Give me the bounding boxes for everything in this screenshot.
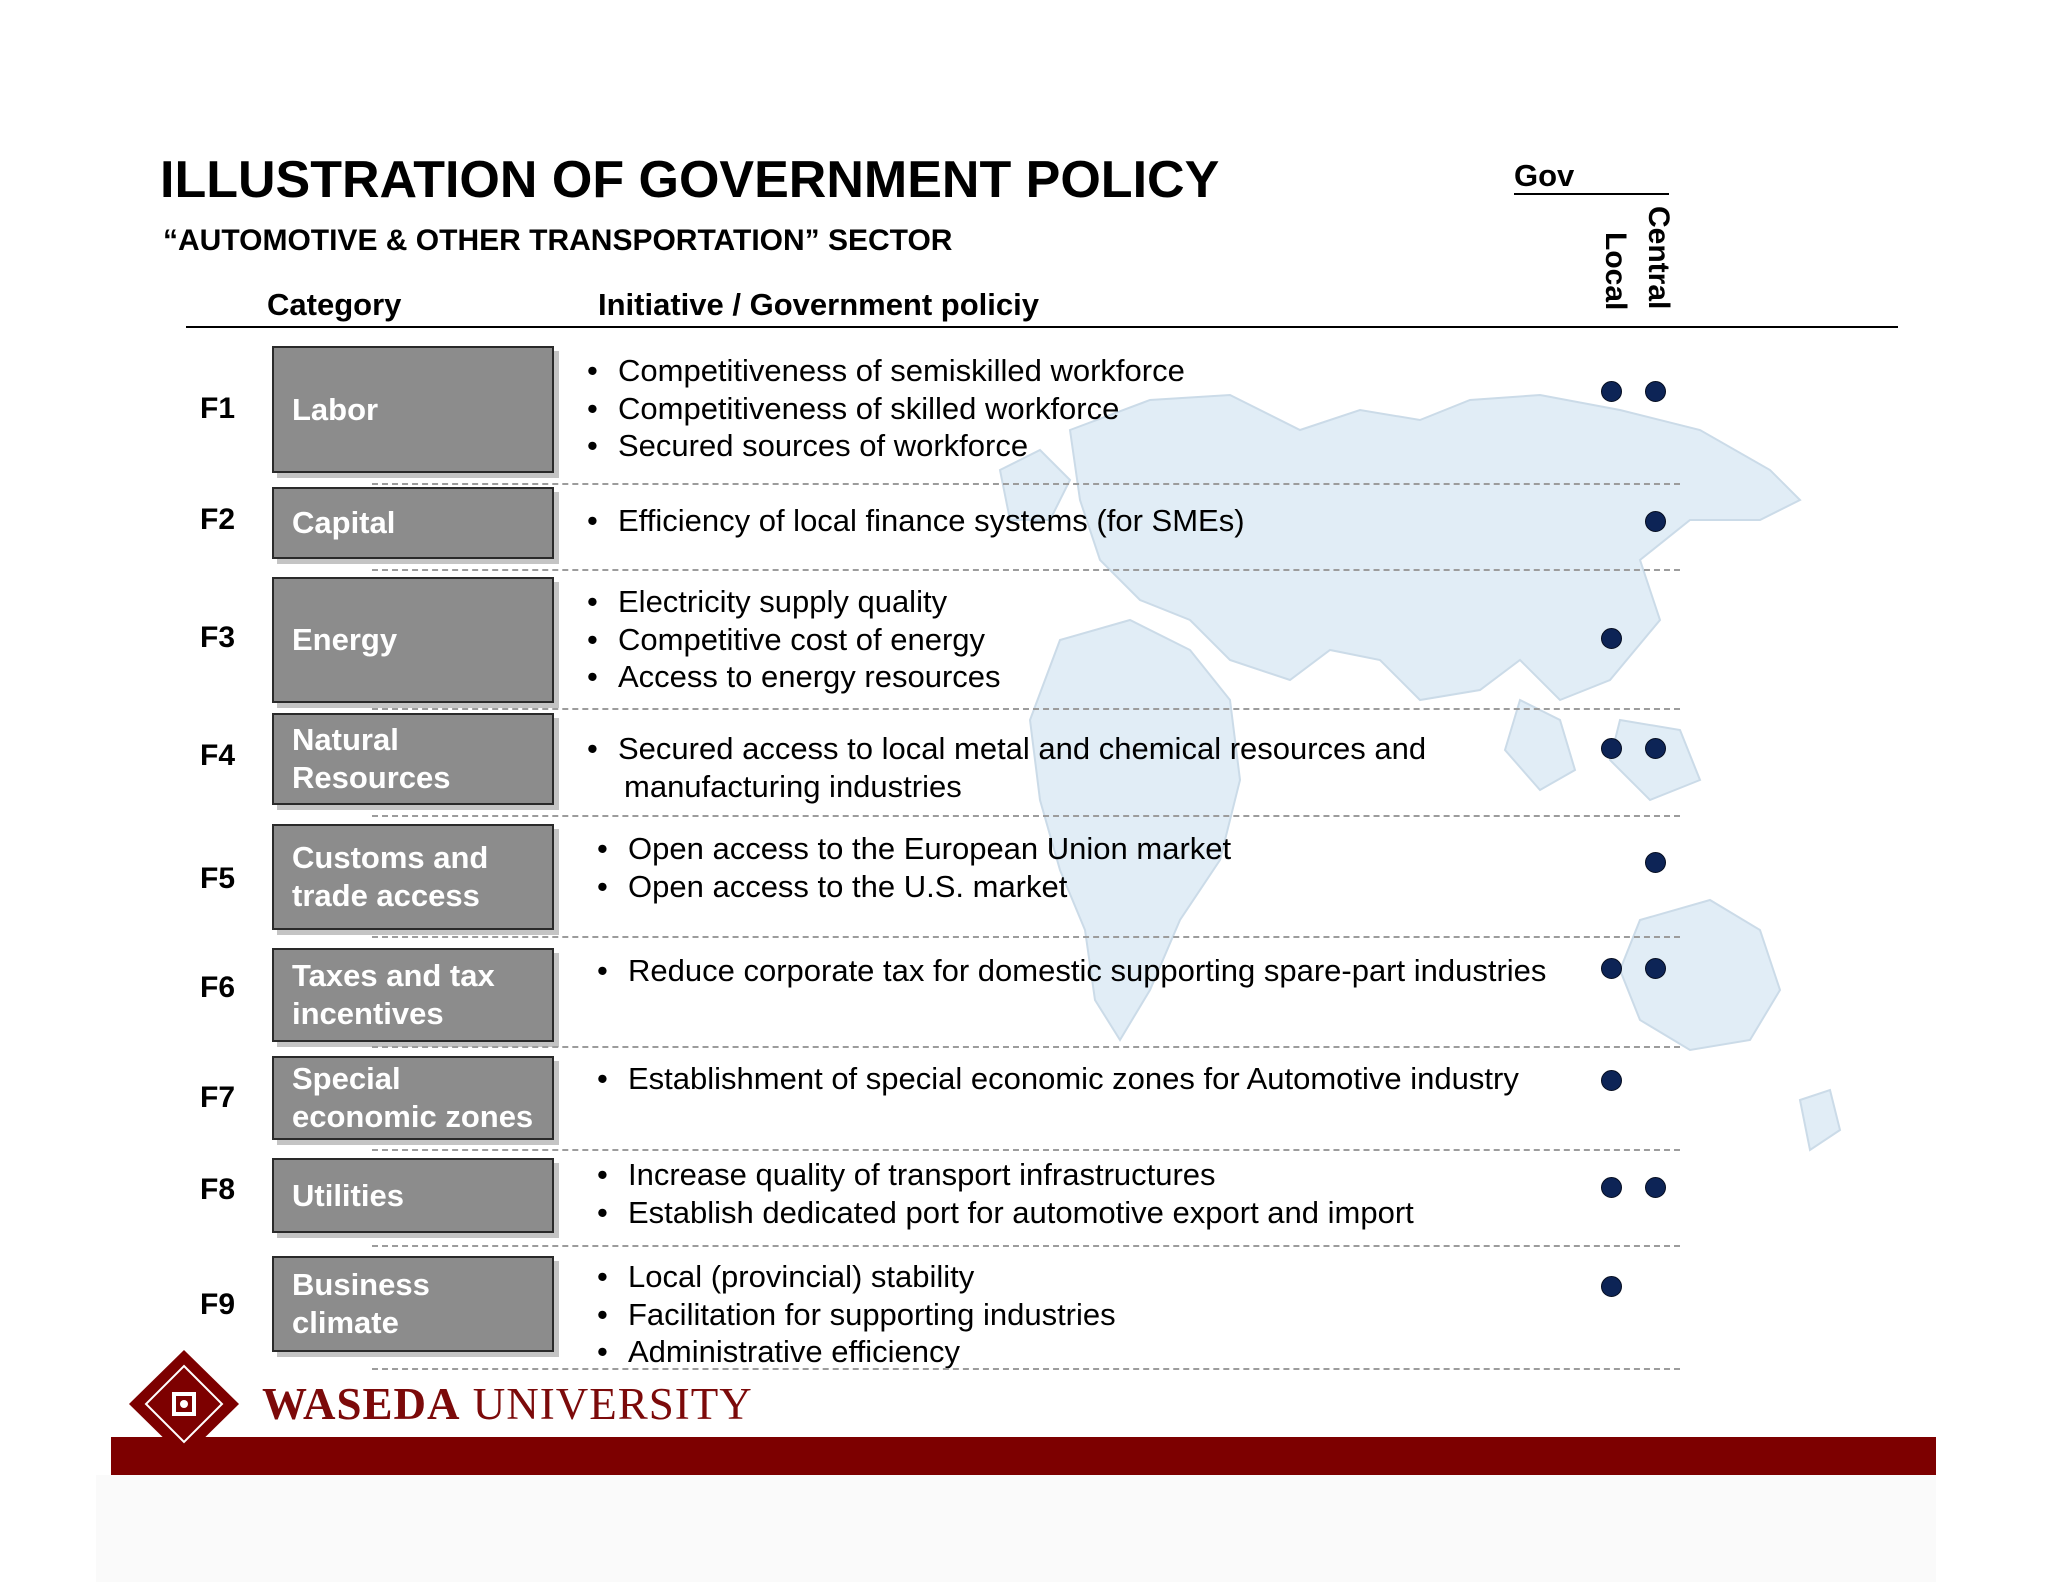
local-dot [1601, 1070, 1622, 1091]
initiative-column-header: Initiative / Government policiy [598, 287, 1039, 322]
gov-underline [1514, 193, 1669, 195]
initiative-item-continuation: manufacturing industries [624, 768, 962, 804]
initiative-list [595, 1060, 1519, 1098]
category-box [272, 824, 554, 930]
category-box [272, 346, 554, 473]
university-name [262, 1378, 753, 1430]
central-column-header: Central [1642, 206, 1675, 310]
initiative-list [595, 830, 1231, 905]
initiative-item: • Open access to the U.S. market [595, 868, 1231, 906]
central-dot [1645, 738, 1666, 759]
university-name-bold: WASEDA [262, 1379, 461, 1429]
initiative-item: • Efficiency of local finance systems (for SMEs) [585, 502, 1245, 540]
category-column-header: Category [267, 287, 402, 322]
initiative-list [595, 952, 1546, 990]
row-id: F7 [200, 1081, 236, 1114]
header-rule [186, 326, 1898, 328]
central-dot [1645, 1177, 1666, 1198]
initiative-item: • Establish dedicated port for automotive export and import [595, 1194, 1414, 1232]
row-divider [372, 483, 1680, 485]
initiative-item: • Secured sources of workforce [585, 427, 1185, 465]
central-dot [1645, 852, 1666, 873]
initiative-item: • Local (provincial) stability [595, 1258, 1116, 1296]
waseda-logo-icon [128, 1348, 241, 1461]
local-dot [1601, 1177, 1622, 1198]
initiative-item: • Establishment of special economic zones for Automotive industry [595, 1060, 1519, 1098]
row-divider [372, 1245, 1680, 1247]
gov-header: Gov [1514, 158, 1575, 193]
category-box [272, 1056, 554, 1140]
footer-band [111, 1437, 1936, 1475]
initiative-item: • Access to energy resources [585, 658, 1001, 696]
category-label: Labor [292, 391, 379, 427]
category-label: Business climate [292, 1267, 430, 1340]
footer-fade [96, 1475, 1936, 1582]
row-id: F4 [200, 739, 236, 772]
university-name-rest: UNIVERSITY [460, 1379, 753, 1429]
initiative-list [585, 730, 1426, 805]
category-box [272, 577, 554, 703]
initiative-list [585, 352, 1185, 465]
initiative-list [595, 1156, 1414, 1231]
page-subtitle: “AUTOMOTIVE & OTHER TRANSPORTATION” SECTOR [163, 224, 953, 257]
row-id: F6 [200, 971, 236, 1004]
category-box [272, 487, 554, 559]
initiative-item: • Electricity supply quality [585, 583, 1001, 621]
local-dot [1601, 381, 1622, 402]
row-divider [372, 815, 1680, 817]
initiative-item: • Competitive cost of energy [585, 621, 1001, 659]
initiative-item: • Competitiveness of skilled workforce [585, 390, 1185, 428]
row-divider [372, 1149, 1680, 1151]
initiative-item: • Increase quality of transport infrastructures [595, 1156, 1414, 1194]
row-divider [372, 708, 1680, 710]
row-id: F3 [200, 621, 236, 654]
category-label: Energy [292, 622, 398, 657]
local-dot [1601, 738, 1622, 759]
category-label: Special economic zones [292, 1061, 534, 1134]
category-box [272, 948, 554, 1042]
initiative-list [595, 1258, 1116, 1371]
row-divider [372, 569, 1680, 571]
initiative-list [585, 502, 1245, 540]
row-id: F1 [200, 392, 236, 425]
central-dot [1645, 511, 1666, 532]
initiative-item: • Open access to the European Union market [595, 830, 1231, 868]
category-box [272, 1158, 554, 1233]
central-dot [1645, 958, 1666, 979]
category-label: Natural Resources [292, 722, 451, 795]
local-dot [1601, 1276, 1622, 1297]
local-column-header: Local [1599, 232, 1632, 311]
local-dot [1601, 958, 1622, 979]
initiative-item: • Reduce corporate tax for domestic supporting spare-part industries [595, 952, 1546, 990]
initiative-item: • Facilitation for supporting industries [595, 1296, 1116, 1334]
row-divider [372, 1368, 1680, 1370]
initiative-item: • Administrative efficiency [595, 1333, 1116, 1371]
row-id: F5 [200, 862, 236, 895]
row-divider [372, 936, 1680, 938]
category-box [272, 1256, 554, 1352]
central-dot [1645, 381, 1666, 402]
local-dot [1601, 628, 1622, 649]
category-box [272, 713, 554, 805]
category-label: Utilities [292, 1177, 404, 1213]
category-label: Customs and trade access [292, 840, 489, 913]
initiative-list [585, 583, 1001, 696]
category-label: Taxes and tax incentives [292, 958, 495, 1031]
category-label: Capital [292, 505, 396, 540]
row-id: F8 [200, 1173, 236, 1206]
page-title: ILLUSTRATION OF GOVERNMENT POLICY [160, 151, 1220, 209]
row-id: F9 [200, 1288, 236, 1321]
initiative-item: • Competitiveness of semiskilled workforce [585, 352, 1185, 390]
initiative-item: • Secured access to local metal and chemical resources and [585, 730, 1426, 768]
row-divider [372, 1046, 1680, 1048]
row-id: F2 [200, 503, 236, 536]
